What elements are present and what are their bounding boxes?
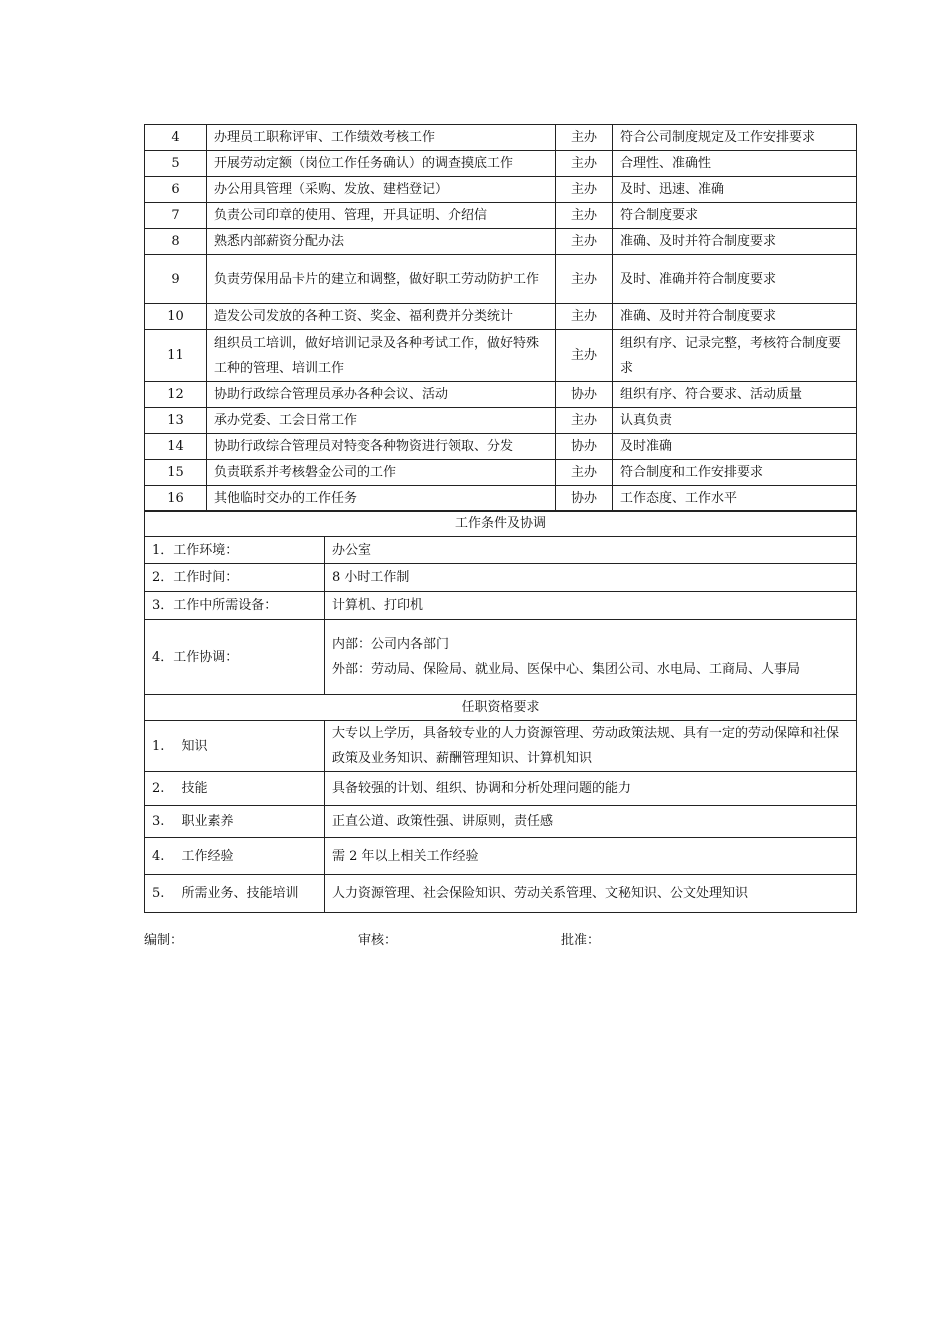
coordination-label: 4．工作协调：	[145, 620, 325, 695]
qualification-value: 正直公道、政策性强、讲原则，责任感	[325, 806, 857, 838]
duty-row	[145, 177, 857, 203]
duty-row	[145, 203, 857, 229]
duty-row	[145, 229, 857, 255]
duty-row	[145, 460, 857, 486]
coordination-external: 外部：劳动局、保险局、就业局、医保中心、集团公司、水电局、工商局、人事局	[332, 662, 801, 677]
duty-task: 其他临时交办的工作任务	[207, 486, 556, 512]
environment-row	[145, 537, 857, 564]
duty-row	[145, 125, 857, 151]
environment-value: 办公室	[325, 537, 857, 564]
duty-number: 16	[145, 486, 207, 512]
qualification-label: 3. 职业素养	[145, 806, 325, 838]
duty-row	[145, 330, 857, 382]
duty-task: 熟悉内部薪资分配办法	[207, 229, 556, 255]
duty-role: 主办	[556, 203, 613, 229]
duty-number: 8	[145, 229, 207, 255]
duty-standard: 认真负责	[613, 408, 857, 434]
hours-label: 2．工作时间：	[145, 564, 325, 592]
duty-role: 主办	[556, 229, 613, 255]
duty-role: 协办	[556, 382, 613, 408]
duty-standard: 准确、及时并符合制度要求	[613, 304, 857, 330]
hours-row	[145, 564, 857, 592]
duty-task: 办理员工职称评审、工作绩效考核工作	[207, 125, 556, 151]
hours-value: 8 小时工作制	[325, 564, 857, 592]
duty-task: 协助行政综合管理员对特变各种物资进行领取、分发	[207, 434, 556, 460]
qualification-row	[145, 721, 857, 772]
qualification-label: 5. 所需业务、技能培训	[145, 875, 325, 913]
qualification-value: 需 2 年以上相关工作经验	[325, 838, 857, 875]
conditions-title-row	[145, 511, 857, 537]
duty-role: 主办	[556, 255, 613, 304]
duty-task: 承办党委、工会日常工作	[207, 408, 556, 434]
duty-role: 主办	[556, 177, 613, 203]
duty-standard: 及时准确	[613, 434, 857, 460]
duty-role: 主办	[556, 460, 613, 486]
duty-row	[145, 304, 857, 330]
conditions-table	[144, 510, 857, 913]
duty-task: 造发公司发放的各种工资、奖金、福利费并分类统计	[207, 304, 556, 330]
duty-row	[145, 486, 857, 512]
work-conditions-title: 工作条件及协调	[145, 511, 857, 537]
duty-number: 5	[145, 151, 207, 177]
duty-number: 14	[145, 434, 207, 460]
qualification-label: 1. 知识	[145, 721, 325, 772]
duty-row	[145, 255, 857, 304]
duty-role: 主办	[556, 330, 613, 382]
duty-standard: 及时、迅速、准确	[613, 177, 857, 203]
duty-role: 协办	[556, 434, 613, 460]
duty-task: 协助行政综合管理员承办各种会议、活动	[207, 382, 556, 408]
coordination-row	[145, 620, 857, 695]
qualification-row	[145, 875, 857, 913]
qualifications-title: 任职资格要求	[145, 695, 857, 721]
duty-task: 开展劳动定额（岗位工作任务确认）的调查摸底工作	[207, 151, 556, 177]
duty-task: 办公用具管理（采购、发放、建档登记）	[207, 177, 556, 203]
duty-task: 组织员工培训，做好培训记录及各种考试工作，做好特殊工种的管理、培训工作	[207, 330, 556, 382]
duty-number: 7	[145, 203, 207, 229]
duty-standard: 及时、准确并符合制度要求	[613, 255, 857, 304]
duty-role: 主办	[556, 408, 613, 434]
duty-row	[145, 408, 857, 434]
approved-by-label: 批准：	[561, 933, 601, 948]
reviewed-by-label: 审核：	[358, 933, 398, 948]
equipment-row	[145, 592, 857, 620]
duty-number: 9	[145, 255, 207, 304]
duty-number: 13	[145, 408, 207, 434]
duty-number: 6	[145, 177, 207, 203]
duties-body	[145, 125, 857, 512]
duty-number: 11	[145, 330, 207, 382]
duty-standard: 符合公司制度规定及工作安排要求	[613, 125, 857, 151]
qualification-row	[145, 772, 857, 806]
coordination-value	[325, 620, 857, 695]
equipment-label: 3．工作中所需设备：	[145, 592, 325, 620]
duty-number: 10	[145, 304, 207, 330]
qualification-value: 人力资源管理、社会保险知识、劳动关系管理、文秘知识、公文处理知识	[325, 875, 857, 913]
duty-row	[145, 382, 857, 408]
qualification-row	[145, 806, 857, 838]
duty-task: 负责劳保用品卡片的建立和调整，做好职工劳动防护工作	[207, 255, 556, 304]
equipment-value: 计算机、打印机	[325, 592, 857, 620]
qualification-row	[145, 838, 857, 875]
duty-task: 负责公司印章的使用、管理，开具证明、介绍信	[207, 203, 556, 229]
duty-standard: 符合制度要求	[613, 203, 857, 229]
duty-row	[145, 151, 857, 177]
duty-number: 4	[145, 125, 207, 151]
duty-number: 15	[145, 460, 207, 486]
duty-standard: 组织有序、记录完整，考核符合制度要求	[613, 330, 857, 382]
qualification-value: 大专以上学历，具备较专业的人力资源管理、劳动政策法规、具有一定的劳动保障和社保政策及业务知识、薪酬管理知识、计算机知识	[325, 721, 857, 772]
duty-role: 协办	[556, 486, 613, 512]
duty-standard: 符合制度和工作安排要求	[613, 460, 857, 486]
duty-role: 主办	[556, 304, 613, 330]
environment-label: 1．工作环境：	[145, 537, 325, 564]
duty-standard: 准确、及时并符合制度要求	[613, 229, 857, 255]
duty-role: 主办	[556, 125, 613, 151]
duty-task: 负责联系并考核磐金公司的工作	[207, 460, 556, 486]
qualification-value: 具备较强的计划、组织、协调和分析处理问题的能力	[325, 772, 857, 806]
prepared-by-label: 编制：	[144, 933, 184, 948]
coordination-internal: 内部：公司内各部门	[332, 637, 450, 652]
qualifications-title-row	[145, 695, 857, 721]
duty-role: 主办	[556, 151, 613, 177]
duty-standard: 工作态度、工作水平	[613, 486, 857, 512]
duty-standard: 组织有序、符合要求、活动质量	[613, 382, 857, 408]
qualification-label: 2. 技能	[145, 772, 325, 806]
duties-table	[144, 124, 857, 512]
qualification-label: 4. 工作经验	[145, 838, 325, 875]
duty-number: 12	[145, 382, 207, 408]
duty-standard: 合理性、准确性	[613, 151, 857, 177]
duty-row	[145, 434, 857, 460]
